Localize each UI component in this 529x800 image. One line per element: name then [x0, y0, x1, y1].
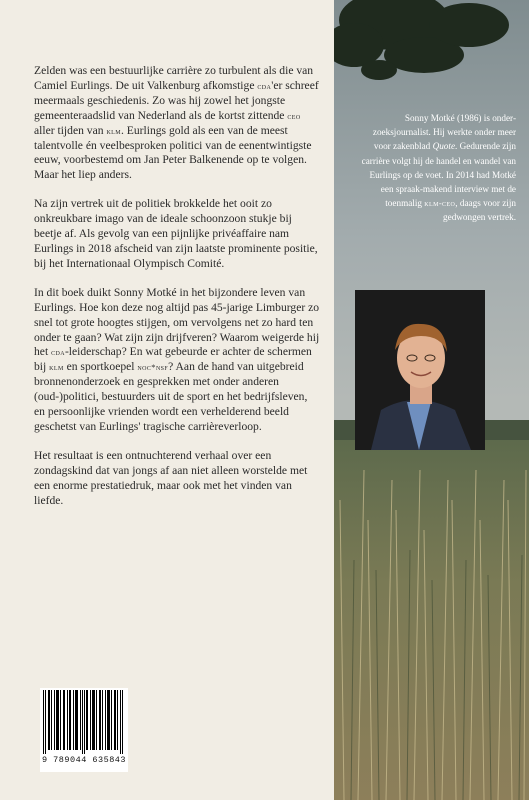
blurb-paragraph-1: Zelden was een bestuurlijke carrière zo turbulent als die van Camiel Eurlings. De uit Valkenburg afkomstige cda'er schreef meermaals geschiedenis. Zo was hij zowel het jongste gemeenteraadslid van Nederland als de kortst zittende ceo aller tijden van klm. Eurlings gold als een van de meest talentvolle én veelbesproken politici van de eenentwintigste eeuw, voorbestemd om Jan Peter Balkenende op te volgen. Maar het liep anders.: [34, 64, 319, 182]
isbn-barcode: [40, 688, 128, 772]
author-portrait-illustration: [355, 290, 485, 450]
author-bio: Sonny Motké (1986) is onder-zoeksjournalist. Hij werkte onder meer voor zakenblad Quote. Gedurende zijn carrière volgt hij de handel en wandel van Eurlings op de voet. In 2014 had Motké een spraak-makend interview met de toenmalig klm-ceo, daags voor zijn gedwongen vertrek.: [361, 113, 516, 223]
barcode-bars: [43, 690, 125, 754]
blurb-text: [34, 64, 320, 522]
blurb-paragraph-3: In dit boek duikt Sonny Motké in het bijzondere leven van Eurlings. Hoe kon deze nog altijd pas 45-jarige Limburger zo snel tot grote hoogtes stijgen, om vervolgens net zo hard ten onder te gaan? Wat zijn zijn drijfveren? Waarom weigerde hij het cda-leiderschap? En wat gebeurde er achter de schermen bij klm en sportkoepel noc*nsf? Aan de hand van uitgebreid bronnenonderzoek en gesprekken met onder anderen (oud-)politici, bestuurders uit de sport en het bedrijfsleven, en persoonlijke vrienden wordt een verhelderend beeld geschetst van Eurlings' tragische carrièreverloop.: [34, 285, 320, 433]
blurb-paragraph-4: Het resultaat is een ontnuchterend verhaal over een zondagskind dat van jongs af aan niet alleen worstelde met een enorme prestatiedruk, maar ook met het vinden van liefde.: [34, 448, 308, 507]
isbn-number: 9 789044 635843: [41, 755, 126, 765]
blurb-paragraph-2: Na zijn vertrek uit de politiek brokkelde het ooit zo onkreukbare imago van de ideale schoonzoon stukje bij beetje af. Als gevolg van een pijnlijke privéaffaire nam Eurlings in 2018 afscheid van zijn laatste prominente positie, bij het Internationaal Olympisch Comité.: [34, 197, 318, 270]
author-photo: [355, 290, 485, 450]
